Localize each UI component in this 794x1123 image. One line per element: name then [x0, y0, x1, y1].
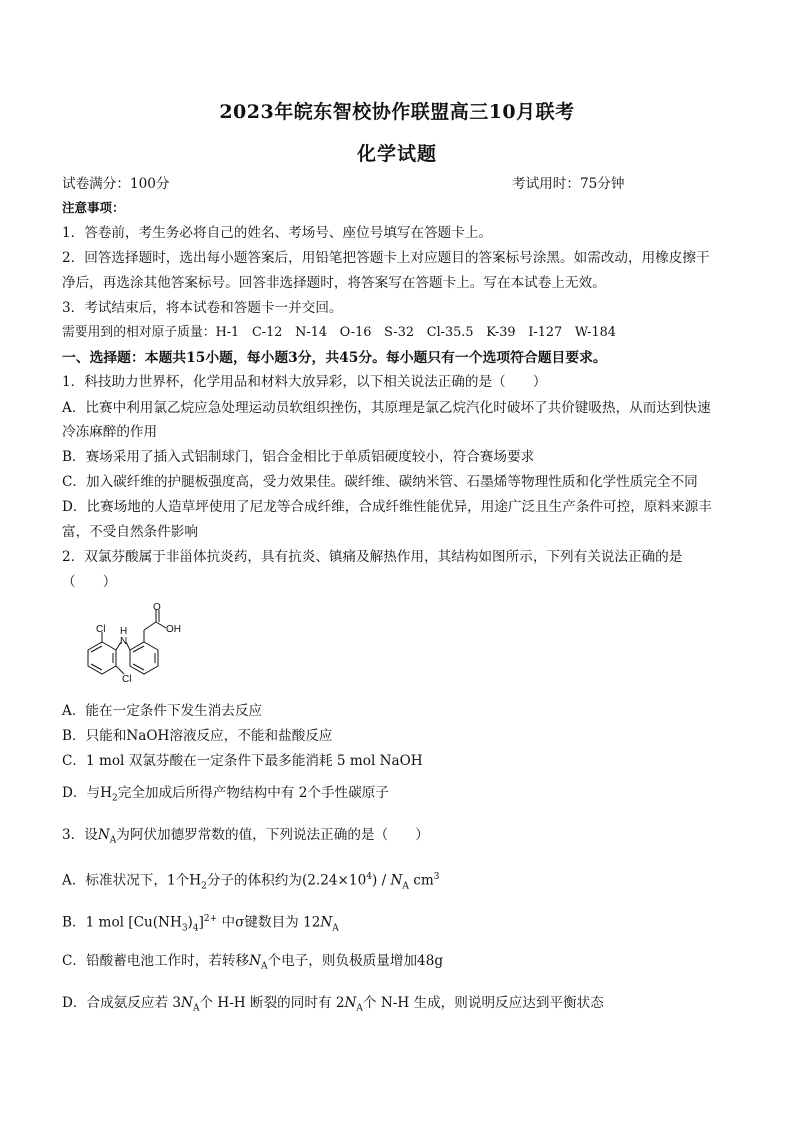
na-sub: A [402, 881, 409, 892]
na-sub: A [109, 835, 117, 846]
q3-a-pre: A．标准状况下，1个H [62, 872, 202, 889]
q1-option-b: B．赛场采用了插入式铝制球门，铝合金相比于单质铝硬度较小，符合赛场要求 [62, 449, 535, 465]
q2-option-d [62, 781, 742, 811]
diclofenac-structure [78, 602, 193, 690]
notice-item-2: 2．回答选择题时，选出每小题答案后，用铅笔把答题卡上对应题目的答案标号涂黑。如需改动，用橡皮擦干 [62, 250, 710, 266]
q3-a-unit-sup: 3 [433, 872, 440, 882]
full-score: 试卷满分：100分 [62, 176, 170, 192]
oh-label: OH [166, 624, 181, 635]
q2-d-prefix: D．与H [62, 785, 112, 801]
q1-option-c: C．加入碳纤维的护腿板强度高，受力效果佳。碳纤维、碳纳米管、石墨烯等物理性质和化学性质完全不同 [62, 474, 698, 490]
q3-option-b [62, 907, 742, 940]
q3-a-unit: cm [408, 872, 434, 889]
q3-a-exp: 4 [366, 872, 372, 882]
q3-c-post: 个电子，则负极质量增加48g [267, 953, 444, 969]
na-sub: A [192, 1003, 200, 1014]
q3-a-expr2: ) / [371, 872, 391, 889]
q3-option-c [62, 949, 742, 979]
q2-option-a: A．能在一定条件下发生消去反应 [62, 703, 263, 719]
structure-diagram [78, 602, 193, 690]
o-label: O [153, 602, 161, 613]
na-symbol: N [181, 995, 193, 1011]
subject-title: 化学试题 [356, 143, 437, 165]
atomic-masses: 需要用到的相对原子质量：H-1 C-12 N-14 O-16 S-32 Cl-35.5 K-39 I-127 W-184 [62, 325, 616, 340]
na-symbol: N [320, 914, 333, 931]
n-label: N [120, 636, 128, 647]
h-label: H [120, 626, 128, 637]
left-benzene-ring [88, 642, 116, 674]
section-heading: 一、选择题：本题共15小题，每小题3分，共45分。每小题只有一个选项符合题目要求。 [62, 350, 607, 366]
cl-bottom-label: Cl [122, 674, 132, 685]
q3-a-expr: (2.24×10 [301, 872, 367, 889]
q1-option-a: A．比赛中利用氯乙烷应急处理运动员软组织挫伤，其原理是氯乙烷汽化时破坏了共价键吸热，从而达到快速 [62, 400, 711, 416]
q3-a-h-sub: 2 [201, 881, 207, 892]
q1-stem: 1．科技助力世界杯，化学用品和材料大放异彩，以下相关说法正确的是（ ） [62, 374, 547, 390]
q3-b-pre: B．1 mol [Cu(NH [62, 914, 182, 931]
q2-d-post: 完全加成后所得产物结构中有 2个手性碳原子 [117, 785, 389, 801]
na-symbol: N [97, 827, 110, 843]
q2-stem: 2．双氯芬酸属于非甾体抗炎药，具有抗炎、镇痛及解热作用，其结构如图所示，下列有关说法正确的是 [62, 549, 683, 565]
q3-option-a [62, 865, 742, 898]
na-symbol: N [390, 872, 403, 889]
q3-b-mid: ) [187, 914, 193, 931]
na-sub: A [332, 923, 339, 934]
q3-b-sub: 3 [181, 923, 188, 934]
right-benzene-ring [130, 642, 158, 674]
notice-item-2-cont: 净后，再选涂其他答案标号。回答非选择题时，将答案写在答题卡上。写在本试卷上无效。 [62, 275, 606, 291]
notice-item-1: 1．答卷前，考生务必将自己的姓名、考场号、座位号填写在答题卡上。 [62, 225, 493, 241]
q3-stem [62, 823, 742, 853]
q1-option-a-cont: 冷冻麻醉的作用 [62, 424, 158, 440]
q3-stem-pre: 3．设 [62, 827, 98, 843]
q3-d-pre: D．合成氨反应若 3 [62, 995, 182, 1011]
q3-b-close: ] [198, 914, 204, 931]
exam-time: 考试用时：75分钟 [512, 176, 625, 192]
q3-b-post: 中σ键数目为 12 [217, 914, 321, 931]
exam-title: 2023年皖东智校协作联盟高三10月联考 [219, 101, 575, 123]
notice-heading: 注意事项： [62, 200, 125, 215]
q3-b-sub2: 4 [192, 923, 199, 934]
q2-option-b: B．只能和NaOH溶液反应，不能和盐酸反应 [62, 728, 333, 744]
q2-d-sub: 2 [111, 793, 118, 804]
q2-option-c: C．1 mol 双氯芬酸在一定条件下最多能消耗 5 mol NaOH [62, 753, 423, 769]
q2-stem-cont: （ ） [62, 574, 117, 590]
q3-a-mid: 分子的体积约为 [206, 872, 302, 889]
q3-d-mid: 个 H-H 断裂的同时有 2 [199, 995, 345, 1011]
cl-top-label: Cl [96, 624, 106, 635]
q3-stem-post: 为阿伏加德罗常数的值，下列说法正确的是（ ） [116, 827, 429, 843]
q3-d-post: 个 N-H 生成，则说明反应达到平衡状态 [362, 995, 604, 1011]
q3-c-pre: C．铅酸蓄电池工作时，若转移 [62, 953, 250, 969]
notice-item-3: 3．考试结束后，将本试卷和答题卡一并交回。 [62, 300, 343, 316]
q3-option-d [62, 991, 742, 1021]
q1-option-d-cont: 富，不受自然条件影响 [62, 524, 198, 540]
na-sub: A [261, 961, 268, 972]
na-sub: A [356, 1003, 363, 1014]
q3-b-sup: 2+ [203, 914, 218, 924]
q1-option-d: D．比赛场地的人造草坪使用了尼龙等合成纤维，合成纤维性能优异，用途广泛且生产条件可控，原料来源丰 [62, 499, 712, 515]
na-symbol: N [344, 995, 357, 1011]
na-symbol: N [249, 953, 262, 969]
